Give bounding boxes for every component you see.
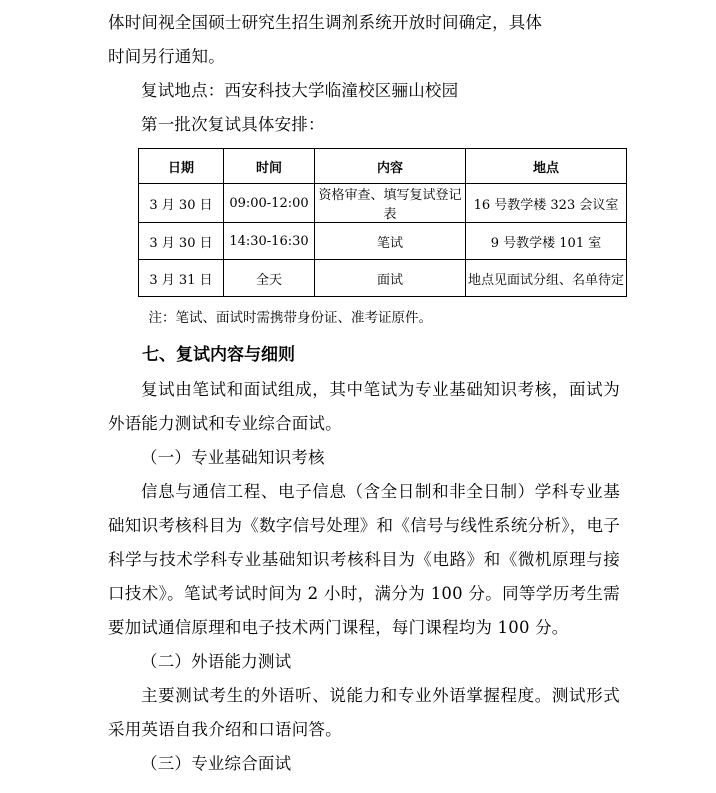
table-header-row [139, 149, 627, 184]
schedule-table [138, 148, 627, 297]
table-note: 注：笔试、面试时需携带身份证、准考证原件。 [148, 310, 432, 326]
section-heading-seven: 七、复试内容与细则 [142, 345, 295, 365]
cell-time: 全天 [224, 260, 315, 297]
cell-content: 资格审查、填写复试登记表 [315, 184, 466, 223]
table-header-content: 内容 [315, 149, 466, 184]
table-header-date: 日期 [139, 149, 224, 184]
subsection-heading-three: （三）专业综合面试 [141, 754, 292, 773]
cell-place: 地点见面试分组、名单待定 [466, 260, 627, 297]
venue-line: 复试地点：西安科技大学临潼校区骊山校园 [141, 81, 459, 100]
table-row [139, 184, 627, 223]
paragraph-continuation-line-1: 体时间视全国硕士研究生招生调剂系统开放时间确定，具体 [108, 13, 543, 32]
document-body [108, 6, 624, 781]
table-row [139, 260, 627, 297]
table-header-time: 时间 [224, 149, 315, 184]
schedule-table-wrapper [138, 148, 624, 297]
cell-date: 3 月 31 日 [139, 260, 224, 297]
section-paragraph-intro: 复试由笔试和面试组成，其中笔试为专业基础知识考核，面试为外语能力测试和专业综合面试。 [108, 380, 620, 433]
batch-arrangement-line: 第一批次复试具体安排： [141, 115, 325, 134]
table-header-place: 地点 [466, 149, 627, 184]
cell-date: 3 月 30 日 [139, 184, 224, 223]
subsection-heading-one: （一）专业基础知识考核 [141, 448, 325, 467]
table-row [139, 223, 627, 260]
cell-content: 面试 [315, 260, 466, 297]
paragraph-continuation-line-2: 时间另行通知。 [108, 47, 225, 66]
cell-time: 14:30-16:30 [224, 223, 315, 260]
subsection-one-body: 信息与通信工程、电子信息（含全日制和非全日制）学科专业基础知识考核科目为《数字信号处理》和《信号与线性系统分析》，电子科学与技术学科专业基础知识考核科目为《电路》和《微机原理与接口技术》。笔试考试时间为 2 小时，满分为 100 分。同等学历考生需要加试通信原理和电子技术两门课程，每门课程均为 100 分。 [108, 482, 620, 637]
cell-time: 09:00-12:00 [224, 184, 315, 223]
cell-place: 9 号教学楼 101 室 [466, 223, 627, 260]
cell-content: 笔试 [315, 223, 466, 260]
subsection-two-body: 主要测试考生的外语听、说能力和专业外语掌握程度。测试形式采用英语自我介绍和口语问答。 [108, 686, 620, 739]
subsection-heading-two: （二）外语能力测试 [141, 652, 292, 671]
cell-date: 3 月 30 日 [139, 223, 224, 260]
cell-place: 16 号教学楼 323 会议室 [466, 184, 627, 223]
